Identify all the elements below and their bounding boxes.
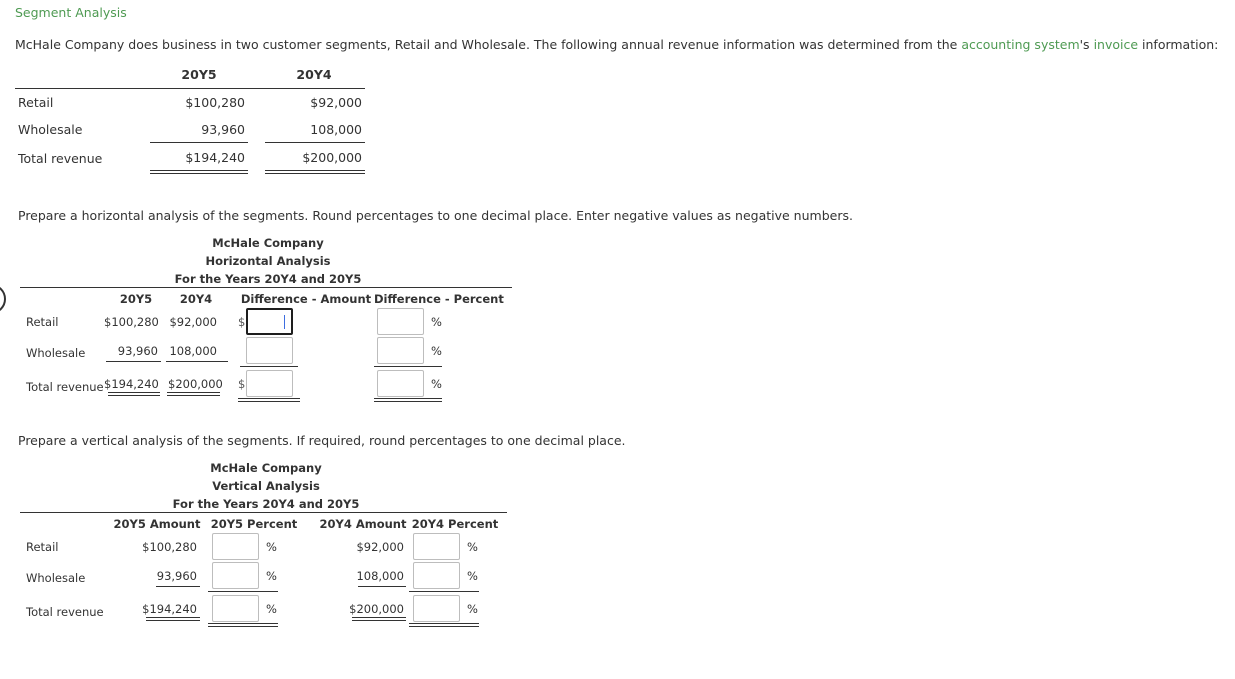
horizontal-cell: $200,000 — [168, 377, 223, 391]
vertical-cell: 108,000 — [356, 569, 404, 583]
subtotal-rule — [208, 591, 278, 592]
total-double-rule — [352, 617, 406, 621]
revenue-header-20y4: 20Y4 — [296, 67, 332, 82]
horizontal-row-label: Total revenue — [26, 380, 104, 394]
subtotal-rule — [106, 361, 161, 362]
invoice-link[interactable]: invoice — [1093, 37, 1139, 52]
retail-diff-amount-input[interactable] — [246, 308, 293, 335]
subtotal-rule — [409, 591, 479, 592]
total-double-rule — [409, 623, 479, 627]
revenue-cell: $194,240 — [185, 150, 245, 165]
subtotal-rule — [358, 586, 406, 587]
intro-mid: 's — [1079, 37, 1094, 52]
retail-diff-percent-input[interactable] — [377, 308, 424, 335]
horizontal-cell: $100,280 — [104, 315, 159, 329]
revenue-header-20y5: 20Y5 — [181, 67, 217, 82]
vertical-cell: 93,960 — [156, 569, 197, 583]
revenue-cell: $100,280 — [185, 95, 245, 110]
intro-before: McHale Company does business in two customer segments, Retail and Wholesale. The following annual revenue information was determined from the — [15, 37, 962, 52]
horizontal-cell: $194,240 — [104, 377, 159, 391]
subtotal-rule — [265, 142, 365, 143]
revenue-row-label: Retail — [18, 95, 54, 110]
percent-sign: % — [431, 315, 442, 329]
vertical-period: For the Years 20Y4 and 20Y5 — [172, 497, 360, 511]
vertical-row-label: Total revenue — [26, 605, 104, 619]
total-double-rule — [265, 170, 365, 174]
percent-sign: % — [266, 569, 277, 583]
subtotal-rule — [240, 366, 298, 367]
vertical-report-title: Vertical Analysis — [212, 479, 320, 493]
total-20y5-percent-input[interactable] — [212, 595, 259, 622]
text-caret — [284, 315, 285, 329]
revenue-cell: $200,000 — [302, 150, 362, 165]
accounting-system-link[interactable]: accounting system — [961, 37, 1080, 52]
question-marker-icon — [0, 284, 6, 314]
horizontal-row-label: Retail — [26, 315, 59, 329]
horizontal-header-20y5: 20Y5 — [119, 292, 153, 306]
vertical-header-20y4-amount: 20Y4 Amount — [319, 517, 407, 531]
horizontal-instruction: Prepare a horizontal analysis of the segments. Round percentages to one decimal place. Enter negative values as negative numbers. — [18, 208, 853, 223]
retail-20y4-percent-input[interactable] — [413, 533, 460, 560]
vertical-cell: $200,000 — [349, 602, 404, 616]
vertical-header-20y5-percent: 20Y5 Percent — [210, 517, 298, 531]
dollar-sign: $ — [238, 377, 246, 391]
percent-sign: % — [266, 602, 277, 616]
percent-sign: % — [467, 540, 478, 554]
intro-after: information: — [1138, 37, 1219, 52]
wholesale-diff-percent-input[interactable] — [377, 337, 424, 364]
vertical-header-20y4-percent: 20Y4 Percent — [411, 517, 499, 531]
total-double-rule — [108, 392, 160, 396]
retail-20y5-percent-input[interactable] — [212, 533, 259, 560]
revenue-header-rule — [15, 88, 365, 89]
total-diff-amount-input[interactable] — [246, 370, 293, 397]
page-title: Segment Analysis — [15, 5, 127, 20]
revenue-cell: 93,960 — [201, 122, 245, 137]
revenue-row-label: Wholesale — [18, 122, 83, 137]
horizontal-cell: $92,000 — [169, 315, 217, 329]
dollar-sign: $ — [238, 315, 246, 329]
total-double-rule — [238, 398, 300, 402]
total-double-rule — [167, 392, 220, 396]
total-diff-percent-input[interactable] — [377, 370, 424, 397]
horizontal-header-diff-amount: Difference - Amount — [240, 292, 372, 306]
vertical-row-label: Retail — [26, 540, 59, 554]
horizontal-row-label: Wholesale — [26, 346, 86, 360]
percent-sign: % — [467, 602, 478, 616]
percent-sign: % — [467, 569, 478, 583]
subtotal-rule — [166, 361, 228, 362]
total-double-rule — [146, 617, 200, 621]
revenue-row-label: Total revenue — [18, 151, 103, 166]
percent-sign: % — [266, 540, 277, 554]
percent-sign: % — [431, 377, 442, 391]
horizontal-company: McHale Company — [212, 236, 324, 250]
horizontal-header-20y4: 20Y4 — [179, 292, 213, 306]
horizontal-period: For the Years 20Y4 and 20Y5 — [174, 272, 362, 286]
vertical-row-label: Wholesale — [26, 571, 86, 585]
horizontal-cell: 93,960 — [117, 344, 158, 358]
revenue-cell: 108,000 — [310, 122, 362, 137]
wholesale-20y4-percent-input[interactable] — [413, 562, 460, 589]
total-double-rule — [374, 398, 442, 402]
subtotal-rule — [374, 366, 442, 367]
horizontal-report-title: Horizontal Analysis — [205, 254, 331, 268]
vertical-cell: $92,000 — [356, 540, 404, 554]
total-double-rule — [150, 170, 248, 174]
horizontal-title-rule — [20, 287, 512, 288]
horizontal-header-diff-percent: Difference - Percent — [374, 292, 504, 306]
vertical-instruction: Prepare a vertical analysis of the segments. If required, round percentages to one decimal place. — [18, 433, 626, 448]
revenue-cell: $92,000 — [310, 95, 362, 110]
vertical-cell: $100,280 — [142, 540, 197, 554]
wholesale-diff-amount-input[interactable] — [246, 337, 293, 364]
wholesale-20y5-percent-input[interactable] — [212, 562, 259, 589]
vertical-cell: $194,240 — [142, 602, 197, 616]
total-20y4-percent-input[interactable] — [413, 595, 460, 622]
intro-text — [15, 37, 1218, 52]
subtotal-rule — [150, 142, 248, 143]
vertical-company: McHale Company — [210, 461, 322, 475]
subtotal-rule — [156, 586, 200, 587]
vertical-title-rule — [20, 512, 507, 513]
vertical-header-20y5-amount: 20Y5 Amount — [113, 517, 201, 531]
horizontal-cell: 108,000 — [169, 344, 217, 358]
percent-sign: % — [431, 344, 442, 358]
total-double-rule — [208, 623, 278, 627]
